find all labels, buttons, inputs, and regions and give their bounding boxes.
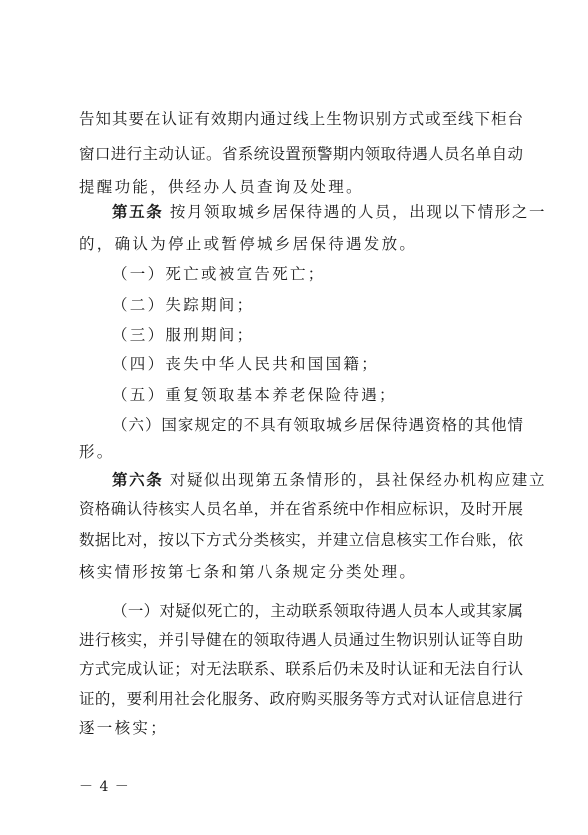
- text-line: 进行核实，并引导健在的领取待遇人员通过生物识别认证等自助: [79, 631, 523, 649]
- list-item: （四）丧失中华人民共和国国籍；: [112, 355, 380, 373]
- article-5-text: 按月领取城乡居保待遇的人员，出现以下情形之一: [163, 203, 547, 221]
- list-item: （二）失踪期间；: [112, 296, 255, 314]
- text-line: 形。: [79, 443, 115, 461]
- list-item: （一）死亡或被宣告死亡；: [112, 265, 326, 283]
- text-line: 逐一核实；: [79, 719, 169, 737]
- text-line: 资格确认待核实人员名单，并在省系统中作相应标识，及时开展: [79, 500, 523, 518]
- text-line: 证的，要利用社会化服务、政府购买服务等方式对认证信息进行: [79, 690, 523, 708]
- page-number: － 4 －: [79, 779, 130, 795]
- article-6-first-line: [112, 470, 547, 489]
- list-item: （三）服刑期间；: [112, 326, 255, 344]
- text-line: 的，确认为停止或暂停城乡居保待遇发放。: [79, 235, 418, 253]
- list-item: （五）重复领取基本养老保险待遇；: [112, 386, 397, 404]
- text-line: 告知其要在认证有效期内通过线上生物识别方式或至线下柜台: [79, 110, 523, 128]
- list-item: （六）国家规定的不具有领取城乡居保待遇资格的其他情: [112, 416, 523, 434]
- article-5-first-line: [112, 202, 547, 221]
- article-5-heading: 第五条: [112, 202, 164, 221]
- text-line: 提醒功能，供经办人员查询及处理。: [79, 178, 364, 196]
- text-line: 方式完成认证；对无法联系、联系后仍未及时认证和无法自行认: [79, 660, 523, 678]
- text-line: 数据比对，按以下方式分类核实，并建立信息核实工作台账，依: [79, 531, 523, 549]
- text-line: 窗口进行主动认证。省系统设置预警期内领取待遇人员名单自动: [79, 145, 523, 163]
- article-6-text: 对疑似出现第五条情形的，县社保经办机构应建立: [163, 471, 547, 489]
- list-item: （一）对疑似死亡的，主动联系领取待遇人员本人或其家属: [112, 602, 523, 620]
- text-line: 核实情形按第七条和第八条规定分类处理。: [79, 563, 418, 581]
- article-6-heading: 第六条: [112, 470, 164, 489]
